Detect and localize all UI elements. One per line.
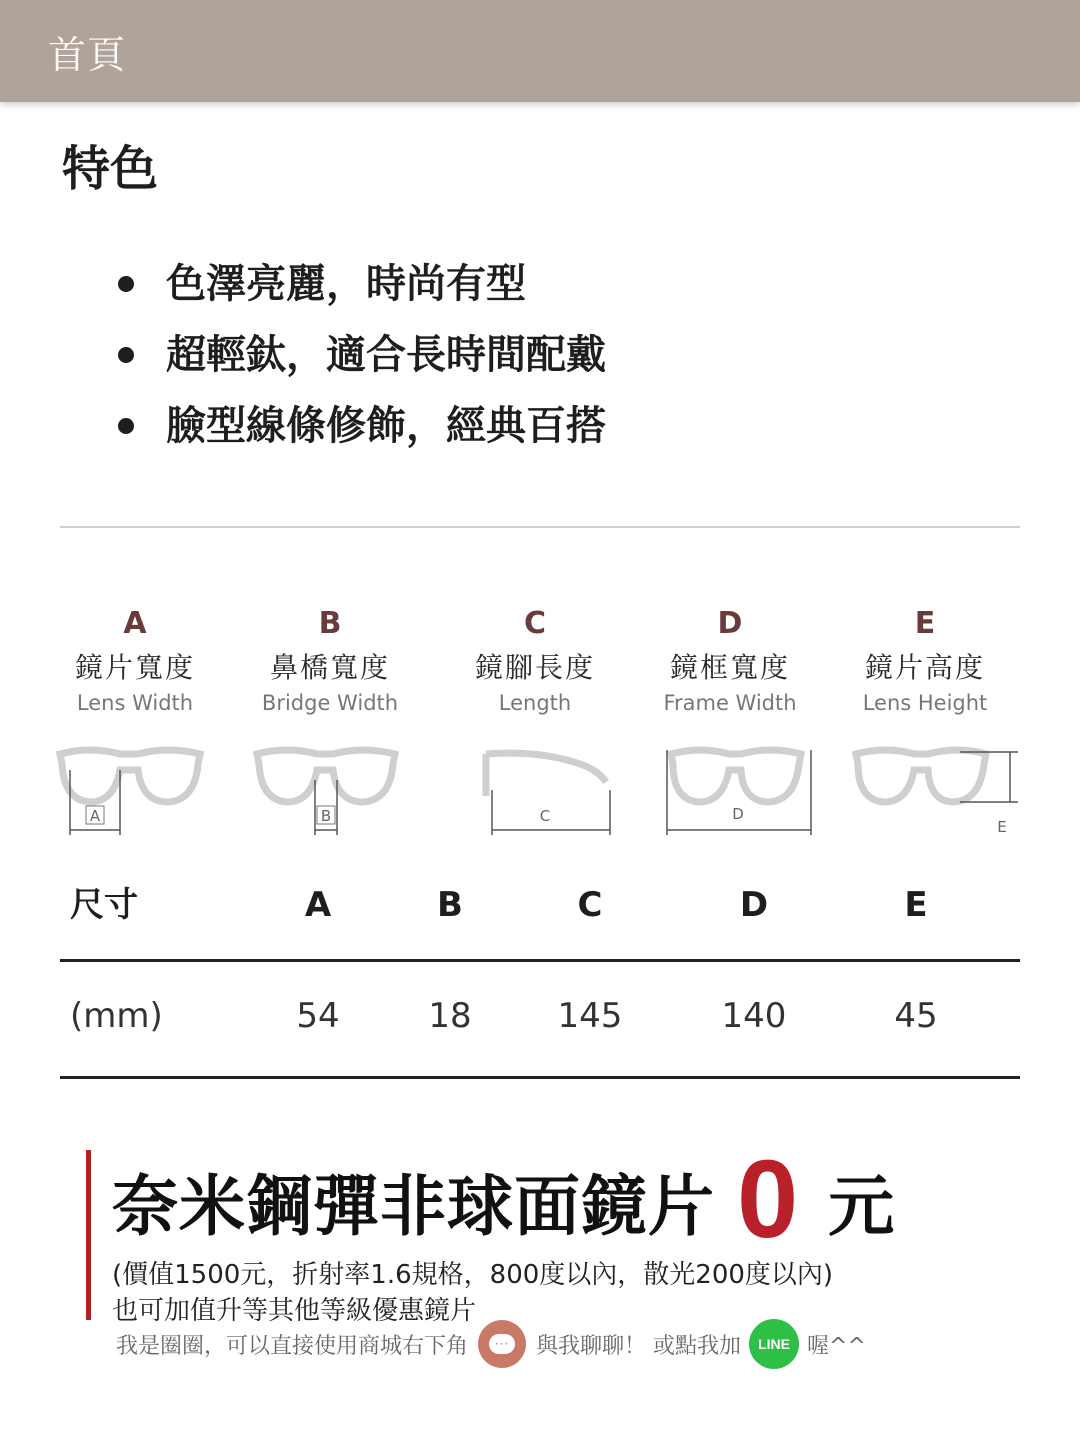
lens-promo bbox=[86, 1138, 986, 1326]
chat-bubble-dots: ··· bbox=[489, 1334, 515, 1354]
feature-list bbox=[108, 248, 606, 461]
header-cell: D bbox=[739, 885, 769, 925]
dimension-b bbox=[235, 600, 425, 825]
dimension-label-en: Lens Width bbox=[76, 691, 194, 715]
header-cell: C bbox=[577, 885, 603, 925]
promo-accent-bar bbox=[86, 1150, 91, 1320]
dimension-label-zh: 鏡片高度 bbox=[864, 651, 985, 684]
promo-note: 也可加值升等其他等級優惠鏡片 bbox=[112, 1296, 477, 1326]
dimension-label-en: Length bbox=[498, 691, 572, 715]
dimension-c bbox=[440, 600, 630, 825]
dimension-letter: D bbox=[717, 606, 743, 641]
line-app-icon[interactable] bbox=[749, 1319, 799, 1369]
header-cell: 尺寸 bbox=[70, 885, 138, 925]
dimension-label-en: Lens Height bbox=[862, 691, 988, 715]
top-bar bbox=[0, 0, 1080, 102]
promo-note: (價值1500元，折射率1.6規格，800度以內，散光200度以內) bbox=[112, 1260, 834, 1290]
svg-text:B: B bbox=[320, 807, 332, 825]
chat-text: 喔^^ bbox=[807, 1333, 866, 1359]
promo-price-unit: 元 bbox=[828, 1167, 895, 1245]
chat-text: 我是圈圈，可以直接使用商城右下角 bbox=[116, 1333, 469, 1359]
divider bbox=[60, 526, 1020, 528]
line-label: LINE bbox=[758, 1336, 790, 1352]
size-table-row bbox=[60, 960, 1020, 1076]
temple-length-diagram-icon bbox=[450, 740, 620, 840]
dimension-label-en: Bridge Width bbox=[261, 691, 399, 715]
section-title: 特色 bbox=[62, 141, 159, 197]
svg-text:D: D bbox=[732, 805, 744, 823]
size-table bbox=[60, 870, 1020, 1076]
dimension-e bbox=[830, 600, 1020, 836]
value-cell: 145 bbox=[557, 996, 623, 1036]
bullet-icon bbox=[118, 347, 134, 363]
dimension-label-zh: 鏡腳長度 bbox=[474, 651, 595, 684]
feature-item: 超輕鈦，適合長時間配戴 bbox=[108, 319, 606, 390]
value-cell: 140 bbox=[721, 996, 787, 1036]
feature-item: 色澤亮麗，時尚有型 bbox=[108, 248, 606, 319]
header-cell: A bbox=[304, 885, 332, 925]
dimension-letter: E bbox=[914, 606, 936, 641]
dimension-label-en: Frame Width bbox=[663, 691, 797, 715]
lens-width-diagram-icon bbox=[50, 740, 220, 840]
value-cell: 54 bbox=[296, 996, 340, 1036]
chat-bubble-icon[interactable] bbox=[478, 1320, 526, 1368]
dimension-label-zh: 鼻橋寬度 bbox=[269, 651, 390, 684]
header-cell: B bbox=[437, 885, 463, 925]
bullet-icon bbox=[118, 276, 134, 292]
lens-height-diagram-icon bbox=[840, 740, 1020, 840]
svg-text:E: E bbox=[997, 818, 1007, 836]
value-cell: 18 bbox=[428, 996, 472, 1036]
frame-width-diagram-icon bbox=[645, 740, 815, 840]
table-rule bbox=[60, 1076, 1020, 1079]
bullet-icon bbox=[118, 418, 134, 434]
svg-text:C: C bbox=[539, 807, 551, 825]
bridge-width-diagram-icon bbox=[245, 740, 415, 840]
header-cell: E bbox=[904, 885, 928, 925]
value-cell: (mm) bbox=[70, 996, 163, 1036]
chat-text: 與我聊聊！ 或點我加 bbox=[536, 1333, 742, 1359]
promo-title: 奈米鋼彈非球面鏡片 bbox=[112, 1167, 715, 1245]
home-link[interactable]: 首頁 bbox=[48, 33, 127, 77]
dimension-guide bbox=[40, 600, 1040, 850]
dimension-letter: B bbox=[318, 606, 342, 641]
size-table-header bbox=[60, 870, 1020, 960]
feature-item: 臉型線條修飾，經典百搭 bbox=[108, 390, 606, 461]
value-cell: 45 bbox=[894, 996, 938, 1036]
chat-prompt bbox=[116, 1318, 866, 1370]
dimension-a bbox=[40, 600, 230, 825]
dimension-letter: A bbox=[123, 606, 147, 641]
svg-text:A: A bbox=[89, 807, 101, 825]
promo-price: 0 bbox=[737, 1138, 799, 1261]
dimension-label-zh: 鏡片寬度 bbox=[74, 651, 195, 684]
promo-headline bbox=[112, 1138, 895, 1261]
dimension-letter: C bbox=[523, 606, 547, 641]
dimension-d bbox=[635, 600, 825, 823]
dimension-label-zh: 鏡框寬度 bbox=[669, 651, 790, 684]
